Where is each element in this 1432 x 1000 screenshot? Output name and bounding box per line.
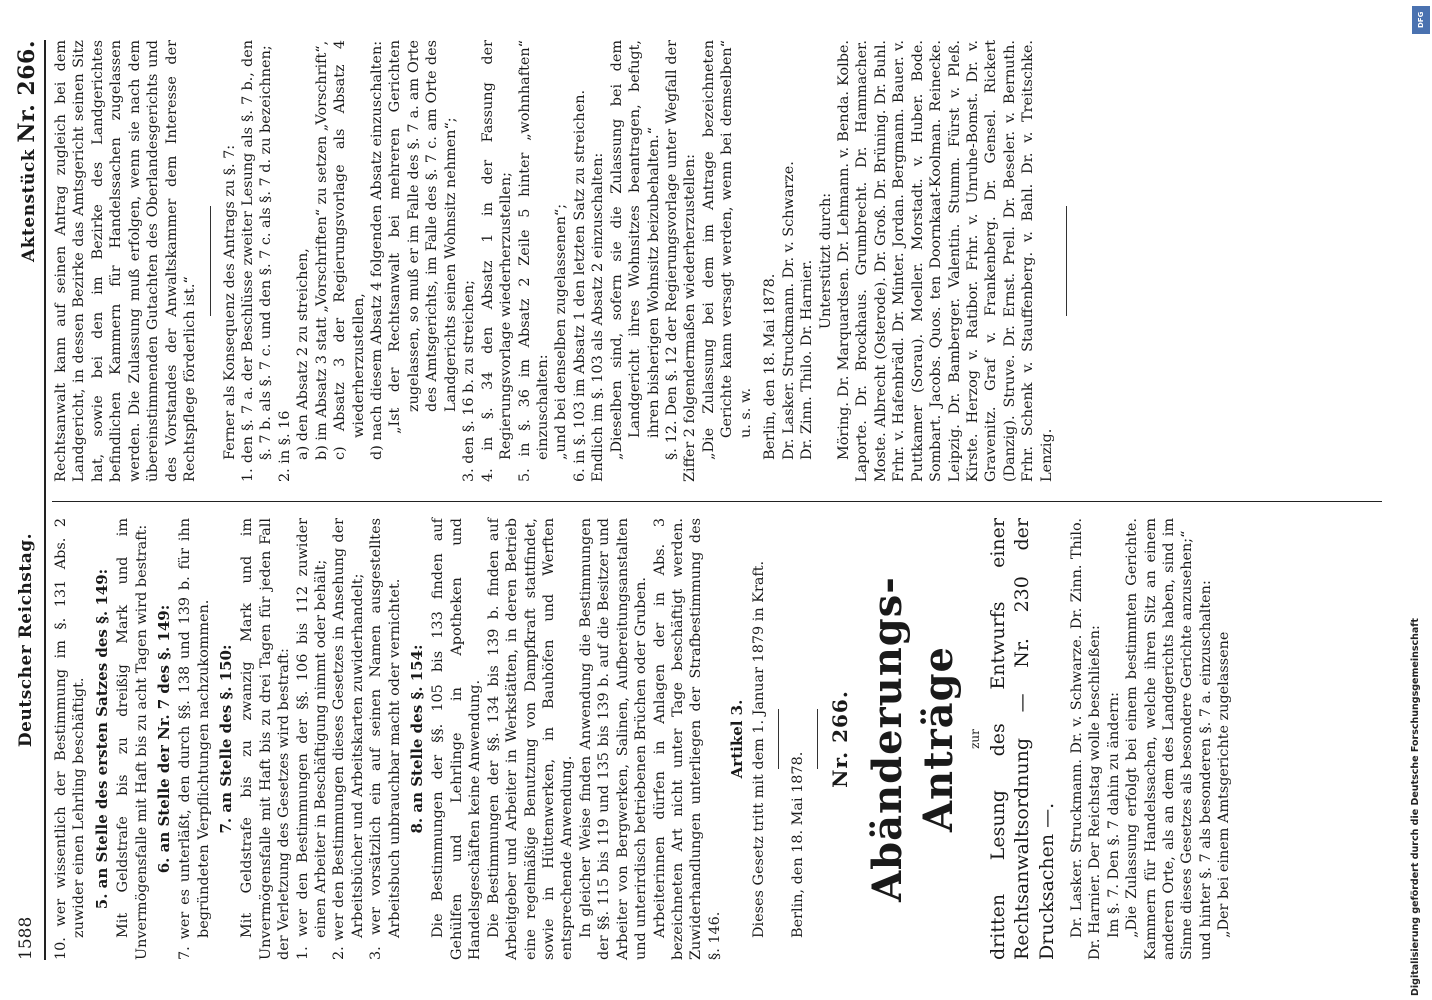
- quote: „Ist der Rechtsanwalt bei mehreren Gerichten zugelassen, so muß er im Falle des §. 7 a. am Orte des Amtsgerichts, im Falle des §. 7 c. am Orte des Landgerichts seinen Wohnsitz nehmen“;: [387, 40, 459, 434]
- paragraph: und hinter §. 7 als besonderen §. 7 a. einzuschalten:: [1197, 580, 1214, 960]
- paragraph: In gleicher Weise finden Anwendung die Bestimmungen der §§. 115 bis 119 und 135 bis 139 b. auf die Besitzer und Arbeiter von Bergwerken, Salinen, Aufbereitungsanstalten und unterirdisch betriebenen Brüchen oder Gruben.: [577, 518, 650, 960]
- list-item: 5. in §. 36 im Absatz 2 Zeile 5 hinter „wohnhaften“ einzuschalten:: [516, 40, 551, 482]
- list-item: b) im Absatz 3 statt „Vorschriften“ zu setzen „Vorschrift“,: [313, 40, 330, 460]
- document-number: Nr. 266.: [13, 40, 40, 143]
- article-heading: Artikel 3.: [728, 699, 747, 779]
- document-reference-prefix: Aktenstück: [18, 149, 39, 262]
- list-item: 3. den §. 16 b. zu streichen;: [461, 279, 478, 482]
- section-heading: 6. an Stelle der Nr. 7 des §. 149:: [154, 604, 173, 874]
- paragraph: Arbeiterinnen dürfen in Anlagen der in Abs. 3 bezeichneten Art nicht unter Tage beschäftigt werden. Zuwiderhandlungen unterliegen der Strafbestimmung des §. 146.: [651, 518, 723, 960]
- paragraph: Rechtsanwalt kann auf seinen Antrag zugleich bei dem Landgericht, in dessen Bezirke das Amtsgericht seinen Sitz hat, sowie bei den im Bezirke des Landgerichtes befindlichen Kammern für Handelssachen zugelassen werden. Die Zulassung muß erfolgen, wenn sie nach dem übereinstimmenden Gutachten des Oberlandesgerichts und des Vorstandes der Anwaltskammer dem Interesse der Rechtspflege förderlich ist.“: [53, 40, 199, 482]
- paragraph: 7. wer es unterläßt, den durch §§. 138 und 139 b. für ihn begründeten Verpflichtungen nachzukommen.: [177, 518, 212, 960]
- list-item: 4. in §. 34 den Absatz 1 in der Fassung der Regierungsvorlage wiederherzustellen;: [479, 40, 515, 482]
- separator: [778, 709, 779, 769]
- supporter-names: Möring. Dr. Marquardsen. Dr. Lehmann. v. Benda. Kolbe. Laporte. Dr. Brockhaus. Grumbrecht. Dr. Hammacher. Moste. Albrecht (Osterode). Dr. Groß. Dr. Brüning. Dr. Buhl. Frhr. v. Hafenbrädl. Dr. Minter. Jordan. Bergmann. Bauer. v. Puttkamer (Sorau). Moeller. Morstadt. v. Huber. Bode. Sombart. Jacobs. Quos. ten Doornkaat-Koolman. Reinecke. Leipzig. Dr. Bamberger. Valentin. Stumm. Fürst v. Pleß. Kirste. Herzog v. Ratibor. Frhr. v. Unruhe-Bomst. Dr. v. Gravenitz. Graf v. Frankenberg. Dr. Gensel. Rickert (Danzig). Struve. Dr. Ernst. Prell. Dr. Beseler. v. Bernuth. Frhr. Schenk v. Stauffenberg. v. Bahl. Dr. v. Treitschke. Lenzig.: [835, 40, 1055, 482]
- list-item: d) nach diesem Absatz 4 folgenden Absatz einzuschalten:: [369, 40, 385, 460]
- paragraph: Endlich im §. 103 als Absatz 2 einzuschalten:: [590, 152, 607, 482]
- list-item: a) den Absatz 2 zu streichen,: [295, 248, 312, 460]
- document-reference: [13, 40, 41, 400]
- document-page: [6, 0, 1406, 1000]
- signatures: Dr. Lasker. Struckmann. Dr. v. Schwarze.: [780, 161, 797, 460]
- supported-by-label: Unterstützt durch:: [817, 192, 834, 330]
- list-item: 1. wer den Bestimmungen der §§. 106 bis 112 zuwider einen Arbeiter in Beschäftigung nimmt oder behält;: [294, 518, 329, 960]
- list-item: 1. den §. 7 a. der Beschlüsse zweiter Lesung als §. 7 b., den §. 7 b. als §. 7 c. und den §. 7 c. als §. 7 d. zu bezeichnen;: [239, 40, 275, 482]
- section-heading: 7. an Stelle des §. 150:: [217, 644, 235, 834]
- document-subtitle: dritten Lesung des Entwurfs einer Rechtsanwaltsordnung — Nr. 230 der Drucksachen —.: [986, 518, 1059, 960]
- movers-line: Dr. Lasker. Struckmann. Dr. v. Schwarze. Dr. Zinn. Thilo. Dr. Harnier. Der Reichstag wolle beschließen:: [1068, 518, 1104, 960]
- signatures: Dr. Zinn. Thilo. Dr. Harnier.: [799, 259, 816, 460]
- paragraph: Mit Geldstrafe bis zu zwanzig Mark und im Unvermögensfalle mit Haft bis zu drei Tagen für jeden Fall der Verletzung des Gesetzes wird bestraft:: [239, 518, 293, 960]
- quote: „Dieselben sind, sofern sie die Zulassung bei dem Landgericht ihres Wohnsitzes beantragen, befugt, ihren bisherigen Wohnsitz beizubehalten.“: [608, 40, 662, 460]
- paragraph: Die Bestimmungen der §§. 105 bis 133 finden auf Gehülfen und Lehrlinge in Apotheken und Handelsgeschäften keine Anwendung.: [430, 518, 484, 960]
- dfg-logo: DFG: [1412, 6, 1430, 34]
- quote: „Die Zulassung bei dem im Antrage bezeichneten Gerichte kann versagt werden, wenn bei demselben“ u. s. w.: [700, 40, 754, 460]
- dateline: Berlin, den 18. Mai 1878.: [789, 751, 806, 938]
- title-connector: zur: [968, 729, 983, 749]
- paragraph: Mit Geldstrafe bis zu dreißig Mark und im Unvermögensfalle mit Haft bis zu acht Tagen wird bestraft:: [115, 518, 150, 960]
- quote: „Der bei einem Amtsgerichte zugelassene: [1216, 631, 1233, 938]
- running-title: Deutscher Reichstag.: [16, 532, 37, 748]
- paragraph: 10. wer wissentlich der Bestimmung im §. 131 Abs. 2 zuwider einen Lehrling beschäftigt.: [53, 518, 88, 960]
- digitization-credit: Digitalisierung gefördert durch die Deutsche Forschungsgemeinschaft: [1410, 618, 1421, 996]
- separator: [210, 206, 211, 316]
- list-item: 6. in §. 103 im Absatz 1 den letzten Satz zu streichen.: [571, 89, 588, 482]
- list-item: 2. wer den Bestimmungen dieses Gesetzes in Ansehung der Arbeitsbücher und Arbeitskarten zuwiderhandelt;: [331, 518, 366, 960]
- paragraph: Die Bestimmungen der §§. 134 bis 139 b. finden auf Arbeitgeber und Arbeiter in Werkstätten, in deren Betrieb eine regelmäßige Benutzung von Dampfkraft stattfindet, sowie in Hüttenwerken, in Bauhöfen und Werften entsprechende Anwendung.: [485, 518, 576, 960]
- page-header: [12, 40, 42, 960]
- quote: „Die Zulassung erfolgt bei einem bestimmten Gerichte. Kammern für Handelssachen, welche ihren Sitz an einem anderen Orte, als an dem des Landgerichts haben, sind im Sinne dieses Gesetzes als besondere Gerichte anzusehen;“: [1124, 518, 1196, 960]
- quote: „und bei denselben zugelassenen“;: [553, 203, 570, 460]
- paragraph: §. 12. Den §. 12 der Regierungsvorlage unter Wegfall der Ziffer 2 folgendermaßen wiederherzustellen:: [664, 40, 699, 482]
- list-item: 3. wer vorsätzlich ein auf seinen Namen ausgestelltes Arbeitsbuch unbrauchbar macht oder vernichtet.: [368, 518, 403, 960]
- section-heading: 5. an Stelle des ersten Satzes des §. 149:: [92, 568, 111, 910]
- paragraph: Dieses Gesetz tritt mit dem 1. Januar 1879 in Kraft.: [750, 560, 767, 938]
- document-number-heading: Nr. 266.: [828, 690, 853, 788]
- dateline: Berlin, den 18. Mai 1878.: [762, 273, 779, 460]
- page-number: 1588: [16, 916, 37, 960]
- section-heading: 8. an Stelle des §. 154:: [408, 644, 427, 834]
- paragraph: Ferner als Konsequenz des Antrags zu §. 7:: [221, 144, 238, 460]
- paragraph: Im §. 7. Den §. 7 dahin zu ändern:: [1105, 691, 1122, 938]
- document-title: Abänderungs-Anträge: [863, 576, 963, 902]
- right-column: [52, 40, 1077, 482]
- list-item: c) Absatz 3 der Regierungsvorlage als Absatz 4 wiederherzustellen,: [332, 40, 367, 460]
- list-item: 2. in §. 16: [276, 410, 293, 482]
- left-column: [52, 518, 1234, 960]
- separator: [1066, 206, 1067, 316]
- column-divider: [52, 501, 1382, 502]
- header-rule: [44, 40, 46, 960]
- separator: [817, 709, 818, 769]
